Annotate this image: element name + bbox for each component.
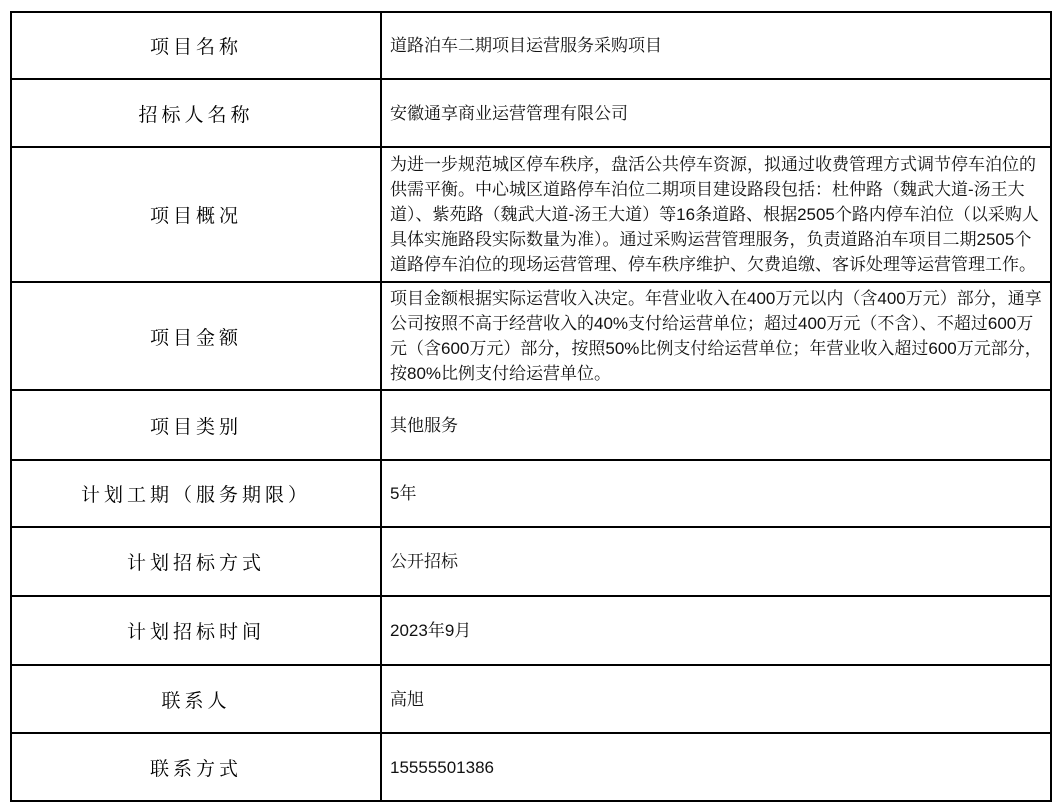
row-value: 5年 <box>381 460 1051 527</box>
table-row-project-amount <box>11 282 1051 390</box>
row-label: 计划招标时间 <box>11 596 381 665</box>
row-label: 联系方式 <box>11 733 381 801</box>
table-row-tender-method <box>11 527 1051 596</box>
row-label: 联系人 <box>11 665 381 733</box>
row-label: 计划招标方式 <box>11 527 381 596</box>
row-value: 15555501386 <box>381 733 1051 801</box>
row-value: 道路泊车二期项目运营服务采购项目 <box>381 12 1051 79</box>
row-label: 项目概况 <box>11 147 381 282</box>
row-label: 计划工期（服务期限） <box>11 460 381 527</box>
table-row-contact-number <box>11 733 1051 801</box>
table-row-project-name <box>11 12 1051 79</box>
table-row-tenderer-name <box>11 79 1051 147</box>
table-row-planned-duration <box>11 460 1051 527</box>
row-value: 2023年9月 <box>381 596 1051 665</box>
table-row-tender-time <box>11 596 1051 665</box>
row-value: 其他服务 <box>381 390 1051 460</box>
table-row-contact-person <box>11 665 1051 733</box>
row-value: 安徽通享商业运营管理有限公司 <box>381 79 1051 147</box>
row-value: 公开招标 <box>381 527 1051 596</box>
table-row-project-overview <box>11 147 1051 282</box>
row-label: 项目名称 <box>11 12 381 79</box>
row-value: 为进一步规范城区停车秩序，盘活公共停车资源，拟通过收费管理方式调节停车泊位的供需平衡。中心城区道路停车泊位二期项目建设路段包括：杜仲路（魏武大道-汤王大道）、紫苑路（魏武大道-汤王大道）等16条道路、根据2505个路内停车泊位（以采购人具体实施路段实际数量为准）。通过采购运营管理服务，负责道路泊车项目二期2505个道路停车泊位的现场运营管理、停车秩序维护、欠费追缴、客诉处理等运营管理工作。 <box>381 147 1051 282</box>
row-label: 项目金额 <box>11 282 381 390</box>
row-value: 高旭 <box>381 665 1051 733</box>
project-info-table <box>10 11 1052 802</box>
row-value: 项目金额根据实际运营收入决定。年营业收入在400万元以内（含400万元）部分，通享公司按照不高于经营收入的40%支付给运营单位；超过400万元（不含）、不超过600万元（含600万元）部分，按照50%比例支付给运营单位；年营业收入超过600万元部分，按80%比例支付给运营单位。 <box>381 282 1051 390</box>
row-label: 招标人名称 <box>11 79 381 147</box>
table-row-project-category <box>11 390 1051 460</box>
row-label: 项目类别 <box>11 390 381 460</box>
